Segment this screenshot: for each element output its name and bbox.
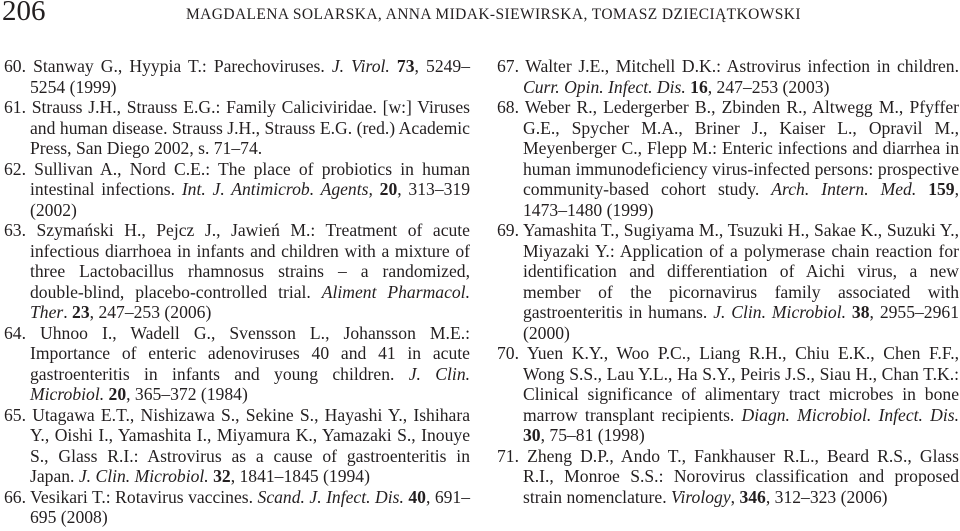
reference-text: , 75–81 (1998) [540,425,645,445]
volume-number: 73 [396,56,415,76]
volume-number: 16 [690,76,708,97]
reference-text: , 2955–2961 (2000) [523,302,959,343]
reference-entry [4,487,470,528]
reference-text: , 1841–1845 (1994) [230,466,370,486]
volume-number: 20 [379,179,398,199]
reference-text: , 365–372 (1984) [126,384,248,404]
reference-text: 65. Utagawa E.T., Nishizawa S., Sekine S., Hayashi Y., Ishihara Y., Oishi I., Yamashita I., Miyamura K., Yamazaki S., Inouye S., Glass R.I.: Astrovirus as a cause of gastroenteritis in Japan. [4,404,470,486]
reference-entry [497,446,959,508]
page-header [0,0,960,34]
volume-number: 38 [851,302,870,322]
journal-title: Aliment Pharmacol. Ther [30,281,470,322]
reference-text: , 247–253 (2003) [707,76,830,97]
reference-text: , 313–319 (2002) [30,179,471,220]
reference-text: , 691–695 (2008) [30,486,471,527]
reference-entry [4,220,470,323]
reference-text: 60. Stanway G., Hyypia T.: Parechoviruses. [4,56,332,76]
journal-title: J. Clin. Microbiol. [713,302,847,322]
volume-number: 346 [739,486,766,507]
journal-title: J. Clin. Microbiol. [30,363,471,404]
reference-entry [4,323,470,405]
reference-text: 61. Strauss J.H., Strauss E.G.: Family Caliciviridae. [w:] Viruses and human disease. Strauss J.H., Strauss E.G. (red.) Academic Press, San Diego 2002, s. 71–74. [4,97,470,158]
references-right-column [497,56,959,507]
reference-text: , 5249–5254 (1999) [30,56,471,97]
reference-text: . [63,302,73,322]
reference-entry [497,220,959,343]
reference-text: 63. Szymański H., Pejcz J., Jawień M.: Treatment of acute infectious diarrhoea in infants and children with a mixture of three Lactobacillus rhamnosus strains – a randomized, double-blind, placebo-controlled trial. [4,220,470,302]
reference-text: , 1473–1480 (1999) [523,179,959,220]
reference-entry [4,97,470,159]
reference-text: 66. Vesikari T.: Rotavirus vaccines. [4,486,258,507]
reference-text: , 247–253 (2006) [89,302,212,322]
journal-title: Virology [671,486,731,507]
running-head: MAGDALENA SOLARSKA, ANNA MIDAK-SIEWIRSKA, TOMASZ DZIECIĄTKOWSKI [186,6,801,23]
reference-entry [497,56,959,97]
journal-title: Arch. Intern. Med. [771,179,917,199]
journal-title: Curr. Opin. Infect. Dis. [523,76,686,97]
reference-text: 70. Yuen K.Y., Woo P.C., Liang R.H., Chiu E.K., Chen F.F., Wong S.S., Lau Y.L., Ha S.Y., Peiris J.S., Siau H., Chan T.K.: Clinical significance of alimentary tract microbes in bone marrow transplant recipients. [497,343,959,425]
volume-number: 40 [408,486,426,507]
reference-text: , 312–323 (2006) [765,486,888,507]
reference-text: , [730,486,740,507]
references-left-column [4,56,470,528]
journal-title: Int. J. Antimicrob. Agents, [181,179,373,199]
reference-text: 62. Sullivan A., Nord C.E.: The place of probiotics in human intestinal infections. [4,158,470,199]
journal-title: J. Clin. Microbiol. [78,466,209,486]
volume-number: 32 [213,466,231,486]
reference-entry [4,159,470,221]
reference-text: 64. Uhnoo I., Wadell G., Svensson L., Johansson M.E.: Importance of enteric adenoviruses 40 and 41 in acute gastroenteritis in infants and young children. [4,322,470,384]
reference-text [373,179,380,199]
reference-text: 69. Yamashita T., Sugiyama M., Tsuzuki H., Sakae K., Suzuki Y., Miyazaki Y.: Application of a polymerase chain reaction for identification and differentiation of Aichi virus, a new member of the picornavirus family associated with gastroenteritis in humans. [497,220,959,322]
reference-text [916,179,928,199]
reference-text: 67. Walter J.E., Mitchell D.K.: Astrovirus infection in children. [497,56,959,76]
page-number: 206 [2,0,46,27]
journal-title: J. Virol. [331,56,390,76]
journal-title: Diagn. Microbiol. Infect. Dis. [741,404,959,425]
volume-number: 23 [72,302,90,322]
volume-number: 159 [928,179,955,199]
volume-number: 30 [523,425,541,445]
reference-entry [4,56,470,97]
reference-text [390,56,397,76]
journal-title: Scand. J. Infect. Dis. [257,486,404,507]
reference-text: 68. Weber R., Ledergerber B., Zbinden R., Altwegg M., Pfyffer G.E., Spycher M.A., Briner J., Kaiser L., Opravil M., Meyenberger C., Flepp M.: Enteric infections and diarrhea in human immunodeficiency virus-infected persons: prospective community-based cohort study. [497,97,959,199]
reference-entry [497,97,959,220]
reference-entry [4,405,470,487]
reference-text: 71. Zheng D.P., Ando T., Fankhauser R.L., Beard R.S., Glass R.I., Monroe S.S.: Norovirus classification and proposed strain nomenclature. [497,445,959,507]
reference-entry [497,343,959,446]
volume-number: 20 [108,384,127,404]
